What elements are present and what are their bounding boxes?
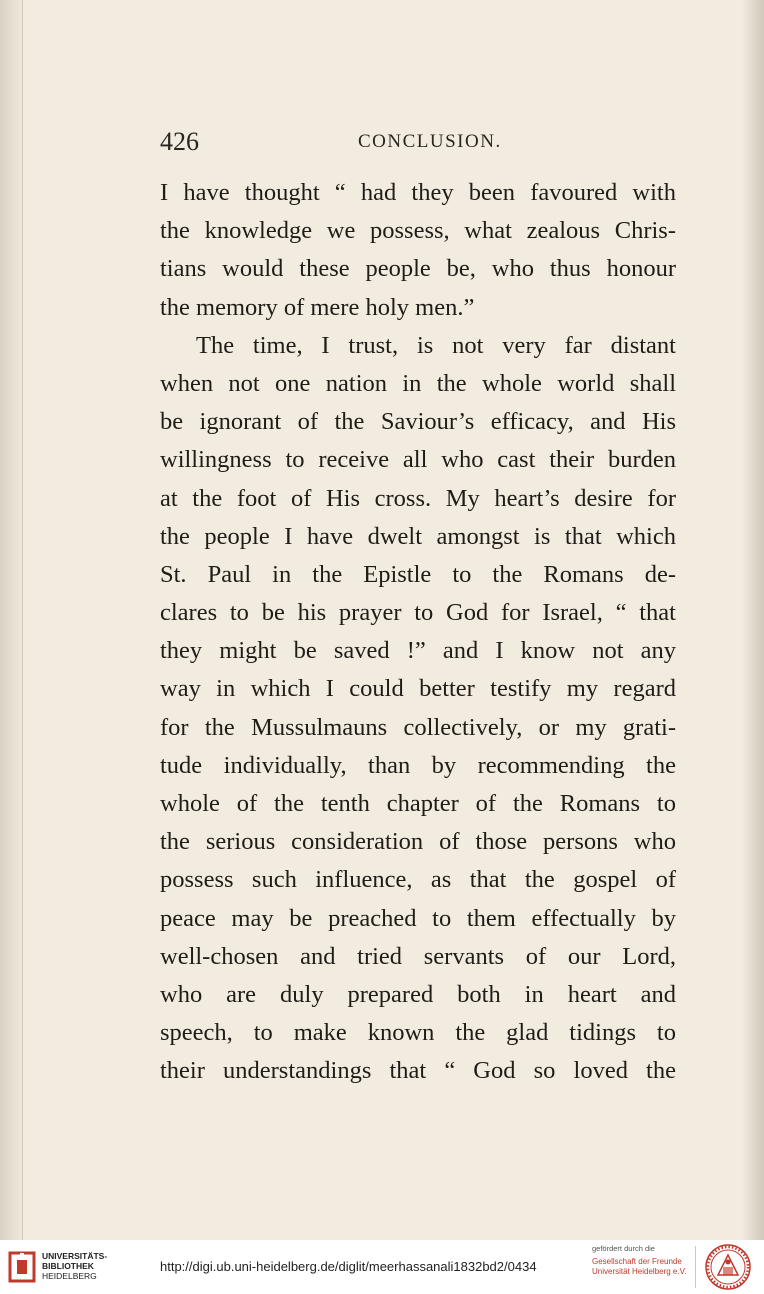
page-left-edge [0, 0, 23, 1240]
permalink-url[interactable]: http://digi.ub.uni-heidelberg.de/diglit/meerhassanali1832bd2/0434 [160, 1259, 537, 1274]
text-line: tude individually, than by recommending the [160, 751, 676, 779]
library-name [42, 1251, 107, 1281]
sponsor-name [592, 1257, 686, 1277]
text-line: clares to be his prayer to God for Israel, “ that [160, 599, 676, 627]
text-line: St. Paul in the Epistle to the Romans de- [160, 560, 676, 588]
text-line: I have thought “ had they been favoured with [160, 179, 676, 206]
text-line: the people I have dwelt amongst is that which [160, 522, 676, 550]
running-head-title: CONCLUSION. [358, 131, 502, 152]
library-logo-icon [8, 1249, 36, 1285]
text-line: whole of the tenth chapter of the Romans to [160, 790, 676, 817]
text-line: tians would these people be, who thus honour [160, 255, 676, 283]
library-name-line: UNIVERSITÄTS- [42, 1251, 108, 1261]
text-line: when not one nation in the whole world shall [160, 369, 676, 397]
text-line: their understandings that “ God so loved the [160, 1057, 676, 1085]
text-line: at the foot of His cross. My heart’s desire for [160, 484, 676, 512]
text-line: way in which I could better testify my regard [160, 675, 676, 703]
text-line: for the Mussulmauns collectively, or my grati- [160, 713, 676, 741]
text-line: well-chosen and tried servants of our Lord, [160, 942, 676, 970]
library-name-line: BIBLIOTHEK [42, 1261, 94, 1271]
sponsor-intro: gefördert durch die [592, 1244, 655, 1253]
text-line: peace may be preached to them effectually by [160, 904, 676, 932]
text-line: the knowledge we possess, what zealous Chris- [160, 217, 676, 245]
text-line: possess such influence, as that the gospel of [160, 866, 676, 894]
page-right-edge [742, 0, 764, 1240]
running-head [160, 127, 680, 159]
text-line: The time, I trust, is not very far distant [196, 331, 676, 359]
footer-bar [0, 1240, 764, 1294]
text-line: the serious consideration of those persons who [160, 828, 676, 856]
page-number: 426 [160, 127, 199, 156]
text-line: willingness to receive all who cast their burden [160, 446, 676, 474]
sponsor-name-line: Gesellschaft der Freunde [592, 1257, 682, 1266]
university-seal-icon [704, 1243, 752, 1291]
text-line: speech, to make known the glad tidings to [160, 1019, 676, 1047]
footer-divider [695, 1246, 696, 1288]
library-name-line: HEIDELBERG [42, 1271, 97, 1281]
text-line: the memory of mere holy men.” [160, 293, 475, 321]
text-line: who are duly prepared both in heart and [160, 980, 676, 1008]
body-text [160, 174, 676, 1091]
sponsor-name-line: Universität Heidelberg e.V. [592, 1267, 687, 1276]
text-line: they might be saved !” and I know not any [160, 637, 676, 665]
text-line: be ignorant of the Saviour’s efficacy, and His [160, 408, 676, 436]
